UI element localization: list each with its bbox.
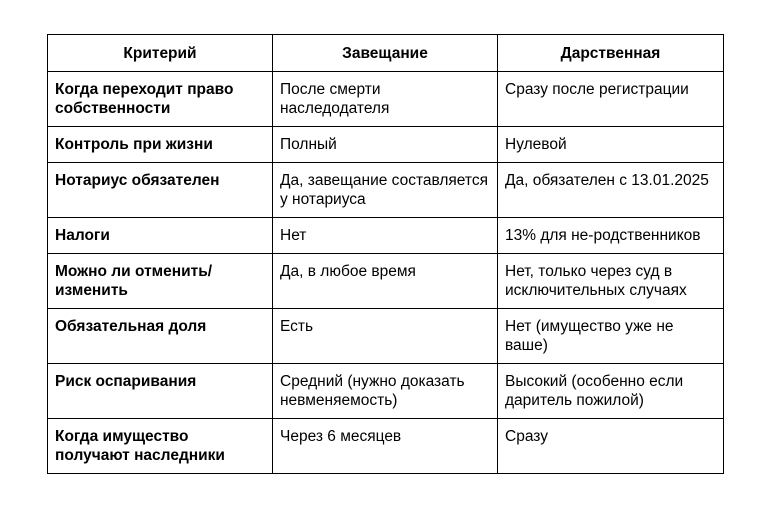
criterion-cell: Контроль при жизни <box>48 127 273 163</box>
gift-cell: Нет, только через суд в исключительных случаях <box>498 254 724 309</box>
table-row <box>48 218 724 254</box>
table-header-row <box>48 35 724 72</box>
gift-cell: Да, обязателен с 13.01.2025 <box>498 163 724 218</box>
gift-cell: Высокий (особенно если даритель пожилой) <box>498 364 724 419</box>
table-row <box>48 163 724 218</box>
will-cell: Да, завещание составляется у нотариуса <box>273 163 498 218</box>
will-cell: Полный <box>273 127 498 163</box>
header-gift: Дарственная <box>498 35 724 72</box>
will-cell: Нет <box>273 218 498 254</box>
table-row <box>48 364 724 419</box>
will-cell: После смерти наследодателя <box>273 72 498 127</box>
will-cell: Средний (нужно доказать невменяемость) <box>273 364 498 419</box>
criterion-cell: Когда имущество получают наследники <box>48 419 273 474</box>
will-cell: Есть <box>273 309 498 364</box>
table-row <box>48 419 724 474</box>
gift-cell: Нулевой <box>498 127 724 163</box>
table-row <box>48 254 724 309</box>
criterion-cell: Можно ли отменить/изменить <box>48 254 273 309</box>
criterion-cell: Налоги <box>48 218 273 254</box>
table-row <box>48 309 724 364</box>
criterion-cell: Когда переходит право собственности <box>48 72 273 127</box>
gift-cell: Сразу после регистрации <box>498 72 724 127</box>
criterion-cell: Риск оспаривания <box>48 364 273 419</box>
comparison-table <box>47 34 724 474</box>
will-cell: Через 6 месяцев <box>273 419 498 474</box>
gift-cell: Нет (имущество уже не ваше) <box>498 309 724 364</box>
criterion-cell: Нотариус обязателен <box>48 163 273 218</box>
header-will: Завещание <box>273 35 498 72</box>
criterion-cell: Обязательная доля <box>48 309 273 364</box>
will-cell: Да, в любое время <box>273 254 498 309</box>
table-row <box>48 127 724 163</box>
table-row <box>48 72 724 127</box>
gift-cell: Сразу <box>498 419 724 474</box>
header-criterion: Критерий <box>48 35 273 72</box>
gift-cell: 13% для не-родственников <box>498 218 724 254</box>
